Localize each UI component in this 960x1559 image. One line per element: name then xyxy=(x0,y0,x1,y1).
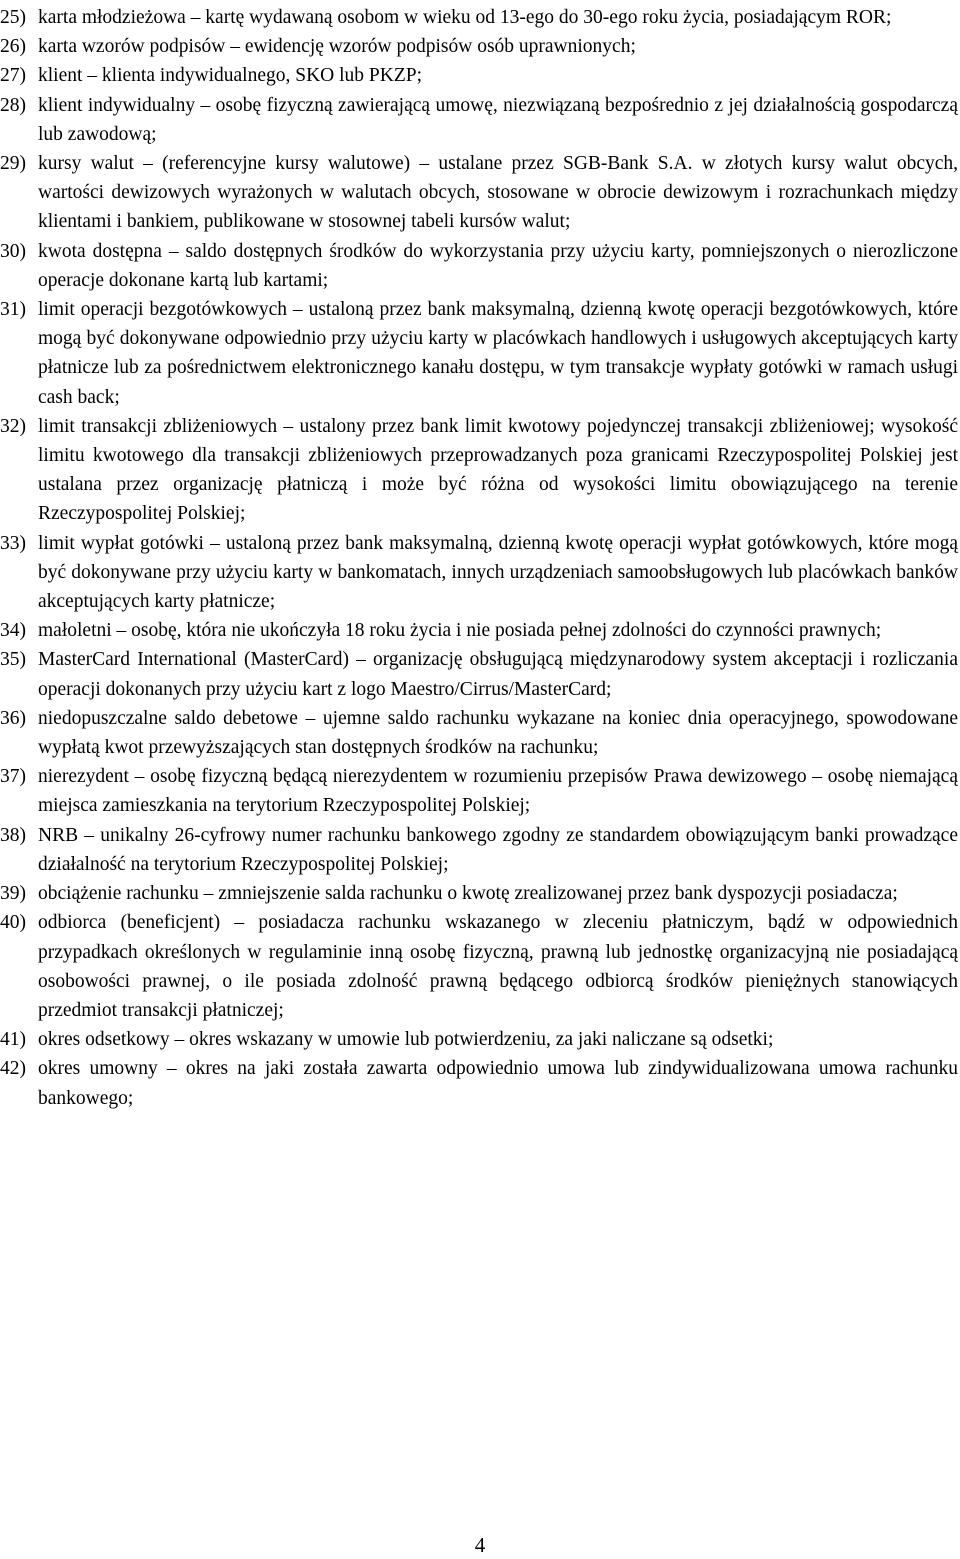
definition-text: limit operacji bezgotówkowych – ustaloną przez bank maksymalną, dzienną kwotę operacji bezgotówkowych, które mogą być dokonywane odpowiednio przy użyciu karty w placówkach handlowych i usługowych akceptujących karty płatnicze lub za pośrednictwem elektronicznego kanału dostępu, w tym transakcje wypłaty gotówki w ramach usługi cash back; xyxy=(38,299,958,408)
definition-number: 41) xyxy=(0,1029,26,1051)
definition-item xyxy=(0,529,958,617)
definition-number: 42) xyxy=(0,1058,26,1080)
definition-text: odbiorca (beneficjent) – posiadacza rachunku wskazanego w zleceniu płatniczym, bądź w odpowiednich przypadkach określonych w regulaminie inną osobę fizyczną, prawną lub jednostkę organizacyjną nie posiadającą osobowości prawnej, o ile posiada zdolność prawną będącego odbiorcą środków pieniężnych stanowiących przedmiot transakcji płatniczej; xyxy=(38,912,958,1021)
definition-item xyxy=(0,1025,958,1054)
definition-number: 39) xyxy=(0,883,26,905)
definition-number: 36) xyxy=(0,707,26,729)
definition-number: 38) xyxy=(0,824,26,846)
definition-item xyxy=(0,908,958,1025)
definition-text: okres umowny – okres na jaki została zawarta odpowiednio umowa lub zindywidualizowana umowa rachunku bankowego; xyxy=(38,1058,958,1109)
definition-number: 40) xyxy=(0,912,26,934)
definition-number: 28) xyxy=(0,94,26,116)
definition-text: limit transakcji zbliżeniowych – ustalony przez bank limit kwotowy pojedynczej transakcji zbliżeniowej; wysokość limitu kwotowego dla transakcji zbliżeniowych przeprowadzanych poza granicami Rzeczypospolitej Polskiej jest ustalana przez organizację płatniczą i może być różna od wysokości limitu obowiązującego na terenie Rzeczypospolitej Polskiej; xyxy=(38,415,958,525)
definition-item xyxy=(0,616,958,645)
definition-item xyxy=(0,61,958,90)
definition-number: 34) xyxy=(0,620,26,642)
definition-text: obciążenie rachunku – zmniejszenie salda rachunku o kwotę zrealizowanej przez bank dyspozycji posiadacza; xyxy=(38,883,898,905)
definition-item xyxy=(0,879,958,908)
definition-text: nierezydent – osobę fizyczną będącą nierezydentem w rozumieniu przepisów Prawa dewizowego – osobę niemającą miejsca zamieszkania na terytorium Rzeczypospolitej Polskiej; xyxy=(38,766,958,817)
definition-number: 32) xyxy=(0,415,26,437)
definitions-list xyxy=(0,3,958,1113)
definition-text: kursy walut – (referencyjne kursy walutowe) – ustalane przez SGB-Bank S.A. w złotych kursy walut obcych, wartości dewizowych wyrażonych w walutach obcych, stosowane w obrocie dewizowym i rozrachunkach między klientami i bankiem, publikowane w stosownej tabeli kursów walut; xyxy=(38,153,958,233)
definition-item xyxy=(0,91,958,149)
definition-number: 31) xyxy=(0,299,26,321)
definition-item xyxy=(0,237,958,295)
definition-text: okres odsetkowy – okres wskazany w umowie lub potwierdzeniu, za jaki naliczane są odsetki; xyxy=(38,1029,774,1051)
definition-item xyxy=(0,149,958,237)
definition-item xyxy=(0,821,958,879)
definition-number: 35) xyxy=(0,649,26,671)
definition-item xyxy=(0,704,958,762)
definition-number: 25) xyxy=(0,7,26,28)
definition-text: niedopuszczalne saldo debetowe – ujemne saldo rachunku wykazane na koniec dnia operacyjnego, spowodowane wypłatą kwot przewyższających stan dostępnych środków na rachunku; xyxy=(38,707,958,759)
definition-number: 37) xyxy=(0,766,26,788)
page-number: 4 xyxy=(474,1533,486,1557)
definition-item xyxy=(0,3,958,32)
definition-number: 30) xyxy=(0,240,26,262)
definition-item xyxy=(0,1054,958,1112)
definition-text: karta młodzieżowa – kartę wydawaną osobom w wieku od 13-ego do 30-ego roku życia, posiadającym ROR; xyxy=(38,7,892,28)
definition-text: MasterCard International (MasterCard) – organizację obsługującą międzynarodowy system akceptacji i rozliczania operacji dokonanych przy użyciu kart z logo Maestro/Cirrus/MasterCard; xyxy=(38,649,958,700)
definition-text: karta wzorów podpisów – ewidencję wzorów podpisów osób uprawnionych; xyxy=(38,36,636,58)
definition-item xyxy=(0,412,958,529)
definition-text: limit wypłat gotówki – ustaloną przez bank maksymalną, dzienną kwotę operacji wypłat gotówkowych, które mogą być dokonywane przy użyciu karty w bankomatach, innych urządzeniach samoobsługowych lub placówkach banków akceptujących karty płatnicze; xyxy=(38,532,958,613)
definition-text: klient indywidualny – osobę fizyczną zawierającą umowę, niezwiązaną bezpośrednio z jej działalnością gospodarczą lub zawodową; xyxy=(38,94,958,145)
definition-item xyxy=(0,295,958,412)
definition-item xyxy=(0,645,958,703)
definition-number: 27) xyxy=(0,65,26,87)
definition-text: kwota dostępna – saldo dostępnych środków do wykorzystania przy użyciu karty, pomniejszonych o nierozliczone operacje dokonane kartą lub kartami; xyxy=(38,240,958,291)
definition-text: NRB – unikalny 26-cyfrowy numer rachunku bankowego zgodny ze standardem obowiązującym banki prowadzące działalność na terytorium Rzeczypospolitej Polskiej; xyxy=(38,824,958,875)
definition-text: małoletni – osobę, która nie ukończyła 18 roku życia i nie posiada pełnej zdolności do czynności prawnych; xyxy=(38,620,882,642)
definition-number: 26) xyxy=(0,36,26,58)
definition-text: klient – klienta indywidualnego, SKO lub PKZP; xyxy=(38,65,423,87)
definition-item xyxy=(0,762,958,820)
definition-item xyxy=(0,32,958,61)
definition-number: 33) xyxy=(0,532,26,554)
definition-number: 29) xyxy=(0,153,26,175)
